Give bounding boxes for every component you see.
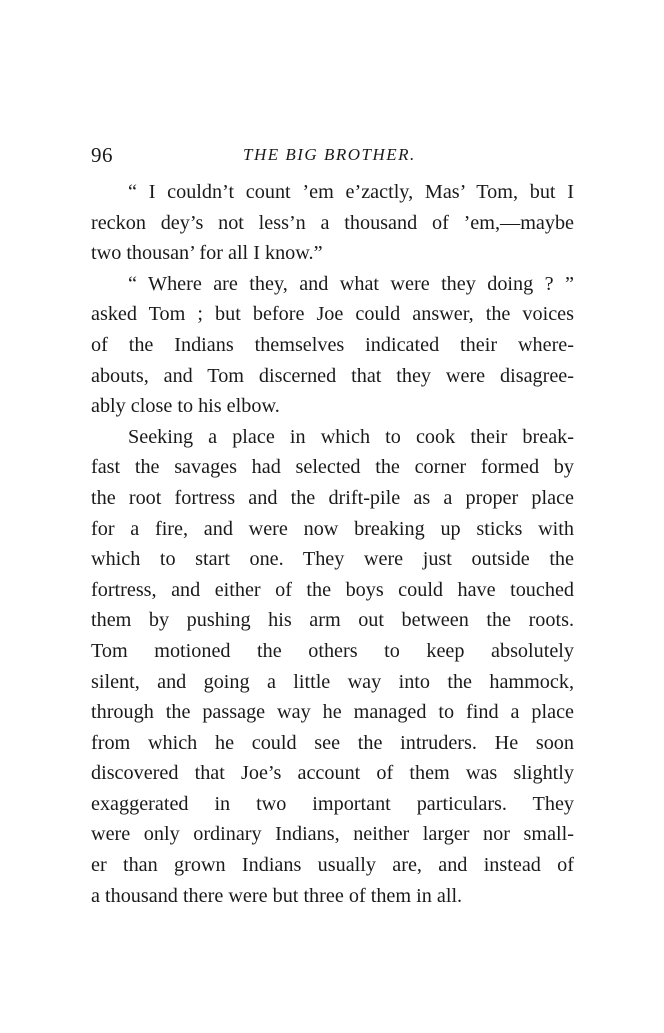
body-text bbox=[91, 177, 574, 911]
text-line: ably close to his elbow. bbox=[91, 395, 280, 418]
text-line: reckon dey’s not less’n a thousand of ’em,—maybe bbox=[91, 211, 574, 234]
text-line: discovered that Joe’s account of them was slightly bbox=[91, 762, 574, 785]
text-line: were only ordinary Indians, neither larger nor small- bbox=[91, 823, 574, 846]
text-line: Seeking a place in which to cook their break- bbox=[128, 425, 574, 448]
running-title: THE BIG BROTHER. bbox=[243, 145, 416, 164]
text-line: for a fire, and were now breaking up sticks with bbox=[91, 517, 574, 540]
text-line: “ I couldn’t count ’em e’zactly, Mas’ Tom, but I bbox=[128, 181, 574, 203]
text-line: Tom motioned the others to keep absolutely bbox=[91, 639, 574, 662]
text-line: a thousand there were but three of them in all. bbox=[91, 884, 463, 907]
text-line: “ Where are they, and what were they doing ? ” bbox=[128, 272, 574, 295]
text-line: abouts, and Tom discerned that they were disagree- bbox=[91, 364, 574, 387]
page-header bbox=[91, 143, 573, 169]
text-line: fortress, and either of the boys could have touched bbox=[91, 578, 574, 601]
text-line: er than grown Indians usually are, and instead of bbox=[91, 854, 574, 877]
text-line: from which he could see the intruders. He soon bbox=[91, 731, 574, 754]
text-line: of the Indians themselves indicated their where- bbox=[91, 333, 574, 356]
text-line: the root fortress and the drift-pile as a proper place bbox=[91, 486, 574, 509]
text-line: through the passage way he managed to find a place bbox=[91, 701, 574, 724]
text-line: asked Tom ; but before Joe could answer, the voices bbox=[91, 303, 574, 326]
text-line: fast the savages had selected the corner formed by bbox=[91, 456, 574, 479]
page-number: 96 bbox=[91, 143, 113, 167]
text-line: them by pushing his arm out between the roots. bbox=[91, 609, 574, 632]
text-line: exaggerated in two important particulars. They bbox=[91, 792, 574, 815]
text-line: silent, and going a little way into the hammock, bbox=[91, 670, 574, 693]
text-line: which to start one. They were just outside the bbox=[91, 548, 574, 571]
text-line: two thousan’ for all I know.” bbox=[91, 242, 323, 265]
